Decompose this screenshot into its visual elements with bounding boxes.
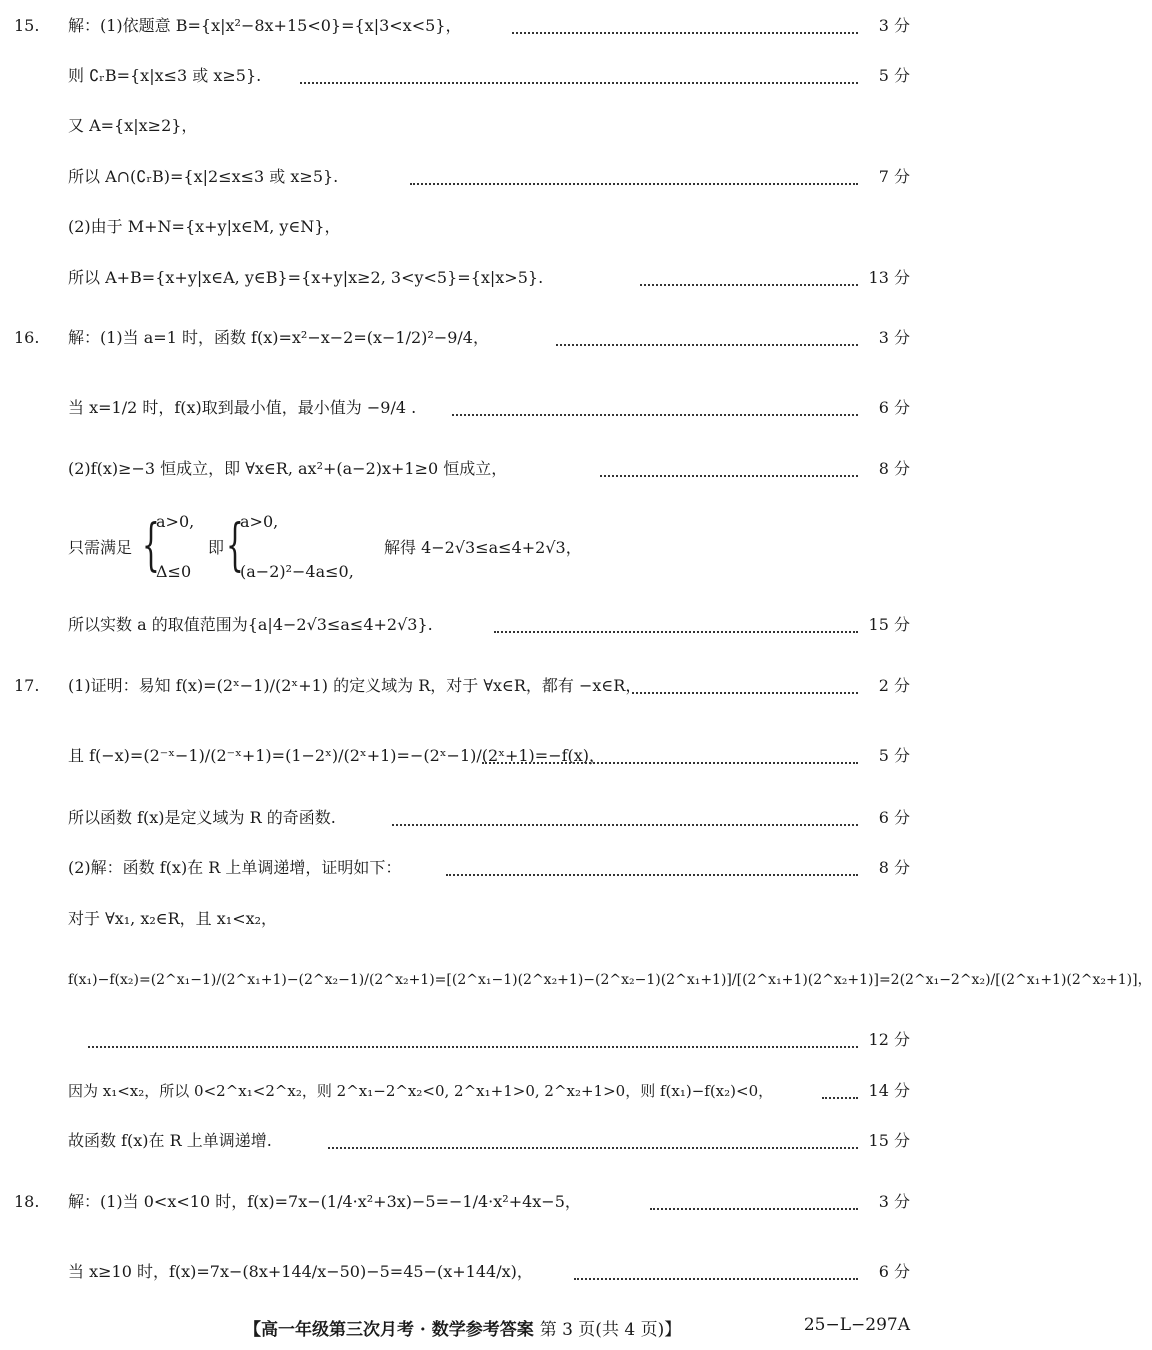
leader-dots [452, 414, 858, 416]
solution-text: 当 x≥10 时，f(x)=7x−(8x+144/x−50)−5=45−(x+144/x)， [68, 1262, 533, 1281]
p16-line-4 [0, 508, 950, 588]
p17-line-8 [0, 1079, 950, 1119]
p18-line-1 [0, 1190, 950, 1230]
leader-dots [88, 1046, 858, 1048]
p17-line-4 [0, 856, 950, 896]
p16-line-3 [0, 457, 950, 497]
solution-text: (1)证明：易知 f(x)=(2ˣ−1)/(2ˣ+1) 的定义域为 R，对于 ∀x∈R，都有 −x∈R， [68, 676, 642, 695]
solution-text: 且 f(−x)=(2⁻ˣ−1)/(2⁻ˣ+1)=(1−2ˣ)/(2ˣ+1)=−(2ˣ−1)/(2ˣ+1)=−f(x)， [68, 746, 606, 765]
solution-text: 解：(1)依题意 B={x|x²−8x+15<0}={x|3<x<5}， [68, 16, 462, 35]
score-label: 8 分 [878, 459, 910, 478]
p17-line-5 [0, 907, 950, 947]
p15-line-4 [0, 165, 950, 205]
condition-mid: 即 [208, 538, 225, 557]
score-label: 8 分 [878, 858, 910, 877]
score-label: 3 分 [878, 1192, 910, 1211]
solution-text: 所以 A+B={x+y|x∈A, y∈B}={x+y|x≥2, 3<y<5}={x|x>5}. [68, 268, 544, 287]
score-label: 2 分 [878, 676, 910, 695]
p17-line-3 [0, 806, 950, 846]
footer-exam-title: 【高一年级第三次月考 · 数学参考答案 [244, 1320, 534, 1340]
score-label: 5 分 [878, 746, 910, 765]
solution-text: (2)由于 M+N={x+y|x∈M, y∈N}， [68, 217, 341, 236]
solution-text: f(x₁)−f(x₂)=(2^x₁−1)/(2^x₁+1)−(2^x₂−1)/(2^x₂+1)=[(2^x₁−1)(2^x₂+1)−(2^x₂−1)(2^x₁+1)]/[(2^x₁+1)(2^x₂+1)]=2(2^x₁−2^x₂)/[(2^x₁+1)(2^x₂+1)]， [68, 972, 1152, 988]
problem-number: 18. [14, 1192, 40, 1211]
solution-text: 故函数 f(x)在 R 上单调递增. [68, 1131, 272, 1150]
footer-title [244, 1315, 681, 1340]
p17-line-9 [0, 1129, 950, 1169]
condition-lead: 只需满足 [68, 538, 133, 557]
p17-line-7 [0, 1028, 950, 1068]
solution-text: 所以 A∩(∁ᵣB)={x|2≤x≤3 或 x≥5}. [68, 167, 339, 186]
score-label: 6 分 [878, 1262, 910, 1281]
problem-number: 16. [14, 328, 40, 347]
solution-text: (2)解：函数 f(x)在 R 上单调递增，证明如下： [68, 858, 402, 877]
p15-line-5 [0, 215, 950, 255]
score-label: 13 分 [868, 268, 910, 287]
solution-text: 所以函数 f(x)是定义域为 R 的奇函数. [68, 808, 336, 827]
condition-b1: Δ≤0 [156, 562, 192, 581]
brace-icon: { [226, 513, 244, 578]
leader-dots [822, 1097, 858, 1099]
p15-line-6 [0, 266, 950, 306]
solution-text: (2)f(x)≥−3 恒成立，即 ∀x∈R, ax²+(a−2)x+1≥0 恒成立， [68, 459, 508, 478]
leader-dots [556, 344, 858, 346]
leader-dots [482, 762, 858, 764]
score-label: 12 分 [868, 1030, 910, 1049]
p17-line-1 [0, 674, 950, 714]
solution-text: 则 ∁ᵣB={x|x≤3 或 x≥5}. [68, 66, 262, 85]
leader-dots [574, 1278, 858, 1280]
score-label: 15 分 [868, 1131, 910, 1150]
score-label: 14 分 [868, 1081, 910, 1100]
condition-b2: (a−2)²−4a≤0, [240, 562, 354, 581]
p16-line-1 [0, 326, 950, 366]
solution-text: 解：(1)当 0<x<10 时，f(x)=7x−(1/4·x²+3x)−5=−1/4·x²+4x−5， [68, 1192, 581, 1211]
score-label: 3 分 [878, 16, 910, 35]
leader-dots [650, 1208, 858, 1210]
p16-line-5 [0, 613, 950, 653]
leader-dots [392, 824, 858, 826]
leader-dots [640, 284, 858, 286]
footer-code: 25−L−297A [803, 1315, 910, 1335]
p17-line-6 [0, 968, 1152, 1008]
score-label: 3 分 [878, 328, 910, 347]
footer-page-info: 第 3 页(共 4 页)】 [539, 1320, 682, 1340]
condition-result: 解得 4−2√3≤a≤4+2√3， [384, 538, 582, 557]
solution-text: 当 x=1/2 时，f(x)取到最小值，最小值为 −9/4 . [68, 398, 417, 417]
p15-line-1 [0, 14, 950, 54]
solution-text: 因为 x₁<x₂，所以 0<2^x₁<2^x₂，则 2^x₁−2^x₂<0, 2^x₁+1>0, 2^x₂+1>0，则 f(x₁)−f(x₂)<0， [68, 1082, 774, 1100]
score-label: 15 分 [868, 615, 910, 634]
solution-text: 解：(1)当 a=1 时，函数 f(x)=x²−x−2=(x−1/2)²−9/4， [68, 328, 489, 347]
leader-dots [494, 631, 858, 633]
leader-dots [410, 183, 858, 185]
p18-line-2 [0, 1260, 950, 1300]
score-label: 6 分 [878, 808, 910, 827]
leader-dots [446, 874, 858, 876]
brace-icon: { [142, 513, 160, 578]
solution-text: 对于 ∀x₁, x₂∈R，且 x₁<x₂， [68, 909, 278, 928]
solution-text: 又 A={x|x≥2}， [68, 116, 198, 135]
p15-line-2 [0, 64, 950, 104]
condition-a1: a>0, [156, 512, 195, 531]
solution-text: 所以实数 a 的取值范围为{a|4−2√3≤a≤4+2√3}. [68, 615, 433, 634]
p16-line-2 [0, 396, 950, 436]
condition-a2: a>0, [240, 512, 279, 531]
score-label: 7 分 [878, 167, 910, 186]
leader-dots [300, 82, 858, 84]
score-label: 6 分 [878, 398, 910, 417]
leader-dots [328, 1147, 858, 1149]
p15-line-3 [0, 114, 950, 154]
leader-dots [600, 475, 858, 477]
score-label: 5 分 [878, 66, 910, 85]
problem-number: 15. [14, 16, 40, 35]
p17-line-2 [0, 744, 950, 784]
leader-dots [512, 32, 858, 34]
leader-dots [632, 692, 858, 694]
problem-number: 17. [14, 676, 40, 695]
